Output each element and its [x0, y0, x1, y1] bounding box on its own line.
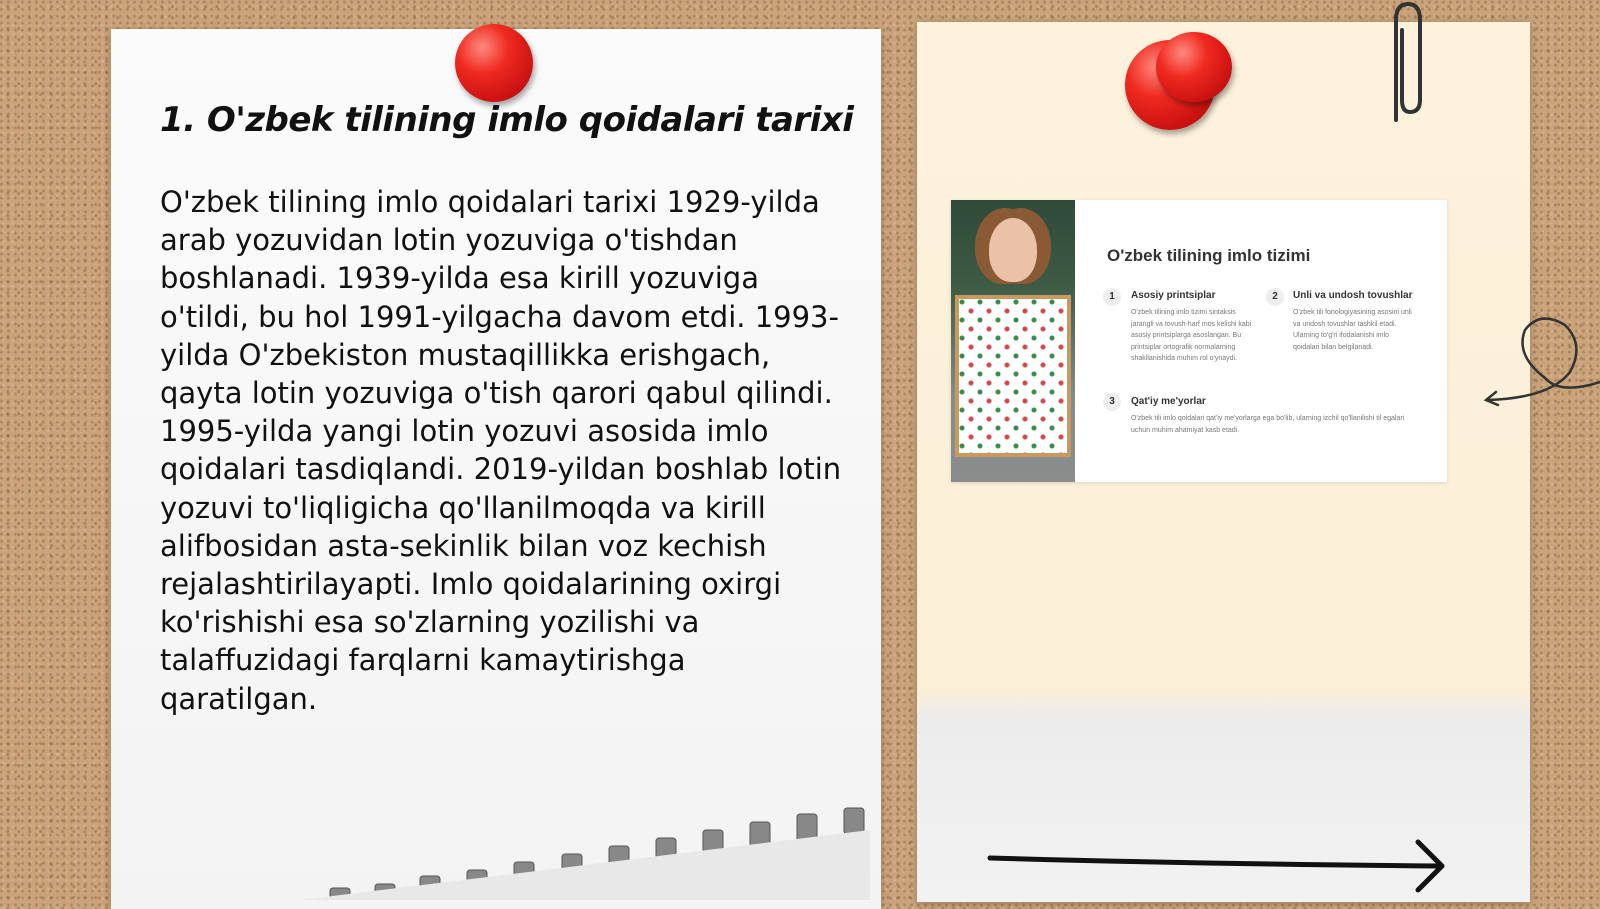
section-text: O'zbek tilining imlo tizimi sintaksis jarangli va tovush-harf mos kelishi kabi asosiy printsiplarga asoslangan. Bu printsiplar ortografik normalarning shakllanishida muhim rol o'ynaydi.	[1131, 309, 1252, 362]
section-number: 2	[1266, 288, 1284, 306]
section-title: Asosiy printsiplar	[1131, 290, 1216, 301]
section-title: Qat'iy me'yorlar	[1131, 396, 1206, 407]
note-title: 1. O'zbek tilining imlo qoidalari tarixi	[160, 100, 854, 140]
section-title: Unli va undosh tovushlar	[1293, 290, 1413, 301]
section-number: 3	[1103, 393, 1121, 411]
section-text: O'zbek tili fonologiyasining asosini unli va undosh tovushlar tashkil etadi. Ularning to'g'ri ifodalanishi imlo qoidalari bilan belgilanadi.	[1293, 309, 1412, 351]
section-number: 1	[1103, 288, 1121, 306]
note-body-text: O'zbek tilining imlo qoidalari tarixi 1929-yilda arab yozuvidan lotin yozuviga o'tishdan boshlanadi. 1939-yilda esa kirill yozuviga o'tildi, bu hol 1991-yilgacha davom etdi. 1993-yilda O'zbekiston mustaqillikka erishgach, qayta lotin yozuviga o'tish qarori qabul qilindi. 1995-yilda yangi lotin yozuvi asosida imlo qoidalari tasdiqlandi. 2019-yildan boshlab lotin yozuvi to'liqligicha qo'llanilmoqda va kirill alifbosidan asta-sekinlik bilan voz kechish rejalashtirilayapti. Imlo qoidalarining oxirgi ko'rishishi esa so'zlarning yozilishi va talaffuzidagi farqlarni kamaytirishga qaratilgan.	[160, 185, 842, 716]
section-text: O'zbek tili imlo qoidalari qat'iy me'yorlarga ega bo'lib, ularning izchil qo'llanilishi til egalari uchun muhim ahamiyat kasb etadi.	[1131, 415, 1405, 434]
card-title: O'zbek tilining imlo tizimi	[1107, 246, 1311, 265]
